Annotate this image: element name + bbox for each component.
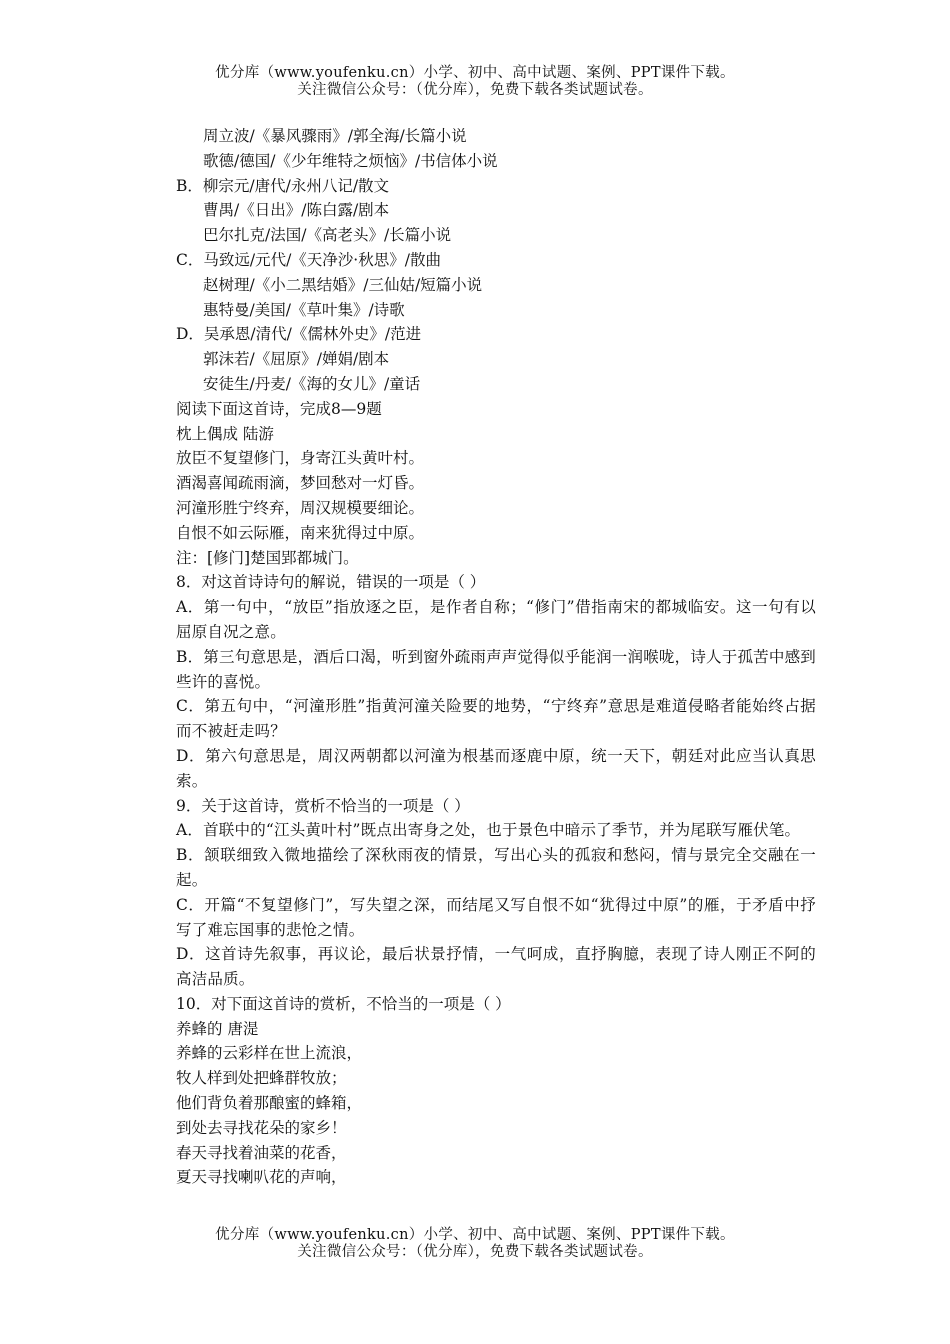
option-b-line-2: 曹禺/《日出》/陈白露/剧本 xyxy=(203,201,390,220)
page-header xyxy=(0,65,950,99)
poem2-line: 养蜂的云彩样在世上流浪， xyxy=(176,1044,363,1063)
question-9-option-d: D．这首诗先叙事，再议论，最后状景抒情，一气呵成，直抒胸臆，表现了诗人刚正不阿的高洁品质。 xyxy=(176,945,816,989)
poem2-line: 他们背负着那酿蜜的蜂箱， xyxy=(176,1094,363,1113)
poem2-line: 春天寻找着油菜的花香， xyxy=(176,1143,347,1162)
poem-line: 酒渴喜闻疏雨滴，梦回愁对一灯昏。 xyxy=(176,474,425,493)
poem-line: 放臣不复望修门，身寄江头黄叶村。 xyxy=(176,449,425,468)
option-c-line-2: 赵树理/《小二黑结婚》/三仙姑/短篇小说 xyxy=(203,275,483,294)
option-c-line-3: 惠特曼/美国/《草叶集》/诗歌 xyxy=(203,300,405,319)
question-8-option-a: A．第一句中，“放臣”指放逐之臣，是作者自称；“修门”借指南宋的都城临安。这一句有以屈原自况之意。 xyxy=(176,598,816,641)
poem-title: 枕上偶成 陆游 xyxy=(176,424,274,443)
option-c-line-1: C．马致远/元代/《天净沙·秋思》/散曲 xyxy=(176,250,441,269)
question-8-option-d: D．第六句意思是，周汉两朝都以河潼为根基而逐鹿中原，统一天下，朝廷对此应当认真思索。 xyxy=(176,746,816,790)
question-9-option-c: C．开篇“不复望修门”，写失望之深，而结尾又写自恨不如“犹得过中原”的雁，于矛盾中抒写了难忘国事的悲怆之情。 xyxy=(176,895,816,939)
header-line-1: 优分库（www.youfenku.cn）小学、初中、高中试题、案例、PPT课件下载。 xyxy=(215,65,735,81)
option-d-line-3: 安徒生/丹麦/《海的女儿》/童话 xyxy=(203,374,421,393)
option-a-line-3: 歌德/德国/《少年维特之烦恼》/书信体小说 xyxy=(203,151,498,170)
question-9-option-a: A．首联中的“江头黄叶村”既点出寄身之处，也于景色中暗示了季节，并为尾联写雁伏笔。 xyxy=(176,821,801,840)
question-8: 8．对这首诗诗句的解说，错误的一项是（ ） xyxy=(176,573,486,592)
document-body xyxy=(176,124,816,1190)
poem-line: 自恨不如云际雁，南来犹得过中原。 xyxy=(176,523,425,542)
poem-line: 河潼形胜宁终弃，周汉规模要细论。 xyxy=(176,498,425,517)
question-8-option-b: B．第三句意思是，酒后口渴，听到窗外疏雨声声觉得似乎能润一润喉咙，诗人于孤苦中感到些许的喜悦。 xyxy=(176,647,816,691)
page-footer xyxy=(0,1227,950,1261)
question-9-option-b: B．颔联细致入微地描绘了深秋雨夜的情景，写出心头的孤寂和愁闷，情与景完全交融在一起。 xyxy=(176,846,816,889)
option-d-line-1: D．吴承恩/清代/《儒林外史》/范进 xyxy=(176,325,422,344)
header-line-2: 关注微信公众号：（优分库），免费下载各类试题试卷。 xyxy=(297,82,653,98)
option-b-line-1: B．柳宗元/唐代/永州八记/散文 xyxy=(176,176,390,195)
footer-line-2: 关注微信公众号：（优分库），免费下载各类试题试卷。 xyxy=(297,1244,653,1260)
poem2-line: 到处去寻找花朵的家乡！ xyxy=(176,1118,347,1137)
poem2-line: 牧人样到处把蜂群牧放； xyxy=(176,1069,347,1088)
poem2-line: 夏天寻找喇叭花的声响， xyxy=(176,1168,347,1187)
footer-line-1: 优分库（www.youfenku.cn）小学、初中、高中试题、案例、PPT课件下载。 xyxy=(215,1227,735,1243)
question-9: 9．关于这首诗，赏析不恰当的一项是（ ） xyxy=(176,796,470,815)
question-10: 10．对下面这首诗的赏析，不恰当的一项是（ ） xyxy=(176,994,511,1013)
poem-note: 注：[修门]楚国郢都城门。 xyxy=(176,548,359,567)
option-a-line-2: 周立波/《暴风骤雨》/郭全海/长篇小说 xyxy=(203,127,467,145)
reading-intro: 阅读下面这首诗，完成8—9题 xyxy=(176,399,382,418)
question-8-option-c: C．第五句中，“河潼形胜”指黄河潼关险要的地势，“宁终弃”意思是难道侵略者能始终占据而不被赶走吗？ xyxy=(176,697,816,741)
option-b-line-3: 巴尔扎克/法国/《高老头》/长篇小说 xyxy=(203,226,452,245)
poem2-title: 养蜂的 唐湜 xyxy=(176,1019,259,1038)
option-d-line-2: 郭沫若/《屈原》/婵娟/剧本 xyxy=(203,350,390,369)
